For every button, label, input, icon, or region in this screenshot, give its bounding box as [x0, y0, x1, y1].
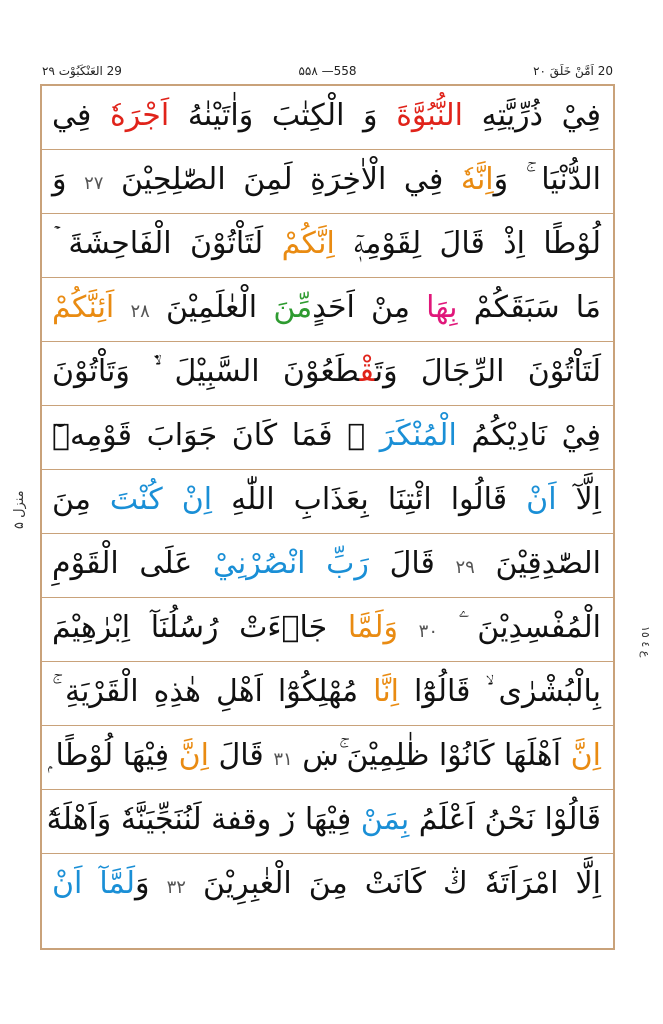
text-segment: فِي: [52, 98, 111, 133]
text-segment: فِي الْاٰخِرَةِ لَمِنَ الصّٰلِحِيْنَ: [103, 162, 461, 197]
text-segment: اَنْ: [526, 482, 557, 517]
arabic-line-text: [52, 670, 601, 714]
text-segment: مُهْلِكُوْٓا اَهْلِ هٰذِهِ الْقَرْيَةِ ۚ: [52, 674, 374, 709]
text-segment: بِهَا: [426, 290, 458, 325]
text-segment: اَئِنَّكُمْ: [52, 290, 131, 325]
page-header: [40, 64, 615, 82]
text-segment: اِنْ كُنْتَ: [109, 482, 213, 517]
arabic-line-text: [52, 478, 601, 522]
text-segment: الصّٰدِقِيْنَ: [474, 546, 601, 581]
text-segment: اِنَّ: [178, 738, 209, 773]
text-segment: اِنَّكُمْ: [281, 226, 335, 261]
arabic-line-text: [52, 158, 601, 206]
text-segment: وَ: [52, 162, 85, 197]
arabic-line-text: [52, 286, 601, 334]
arabic-line-text: [52, 94, 601, 138]
text-segment: الدُّنْيَا ۚ وَ: [493, 162, 601, 197]
text-segment: فِيْهَا ڒ وقفة لَنُنَجِّيَنَّهٗ وَاَهْلَهٗٓ: [46, 802, 361, 837]
text-segment: اِنَّ: [570, 738, 601, 773]
surah-name: 29 العَنْكَبُوْت ٢٩: [42, 64, 122, 78]
text-segment: فِيْ نَادِيْكُمُ: [456, 418, 602, 453]
arabic-line-text: [52, 606, 601, 654]
page-number: ۵۵۸ —558: [298, 64, 357, 78]
ayah-number: ٣١: [273, 749, 293, 770]
arabic-line-text: [47, 734, 601, 782]
text-segment: طَعُوْنَ السَّبِيْلَ ۙ۬ وَتَاْتُوْنَ: [52, 354, 360, 389]
text-segment: لَتَاْتُوْنَ الْفَاحِشَةَ ۡ: [52, 226, 282, 261]
text-block: [42, 86, 613, 918]
text-segment: فِيْ ذُرِّيَّتِهِ: [463, 98, 601, 133]
manzil-marker: منزل ۵: [12, 490, 27, 530]
text-segment: لَتَاْتُوْنَ الرِّجَالَ وَتَ: [374, 354, 601, 389]
text-line: [42, 150, 613, 214]
text-segment: وَ الْكِتٰبَ وَاٰتَيْنٰهُ: [169, 98, 397, 133]
text-segment: اِلَّا امْرَاَتَهٗ ڭ كَانَتْ مِنَ الْغٰبِرِيْنَ: [185, 866, 601, 901]
text-segment: اَجْرَهٗ: [110, 98, 170, 133]
text-segment: عَلَى الْقَوْمِ: [52, 546, 213, 581]
text-segment: وَ: [135, 866, 167, 901]
arabic-line-text: [52, 222, 601, 266]
arabic-line-text: [52, 862, 601, 910]
text-segment: الْمُنْكَرَ: [379, 418, 457, 453]
text-line: [42, 598, 613, 662]
text-segment: قَالَ: [368, 546, 456, 581]
arabic-line-text: [46, 798, 601, 842]
juz-name: 20 اَمَّنْ خَلَقَ ٢٠: [533, 64, 613, 78]
ayah-number: ٢٨: [130, 301, 150, 322]
text-segment: قَالُوا ائْتِنَا بِعَذَابِ اللّٰهِ: [212, 482, 527, 517]
text-segment: وَلَمَّا: [347, 610, 419, 645]
text-segment: اَهْلَهَا كَانُوْا ظٰلِمِيْنَ ۚښ: [292, 738, 571, 773]
text-line: [42, 278, 613, 342]
text-segment: قْ: [359, 354, 375, 389]
text-segment: فِيْهَا لُوْطًا ۭ: [47, 738, 179, 773]
text-line: [42, 854, 613, 918]
text-line: [42, 406, 613, 470]
text-line: [42, 214, 613, 278]
text-segment: الْمُفْسِدِيْنَ ۧ: [438, 610, 601, 645]
text-segment: مَا سَبَقَكُمْ: [457, 290, 602, 325]
text-line: [42, 534, 613, 598]
text-line: [42, 86, 613, 150]
text-segment: بِمَنْ: [360, 802, 410, 837]
text-segment: قَالَ: [208, 738, 274, 773]
ayah-number: ٣٢: [166, 877, 186, 898]
text-line: [42, 662, 613, 726]
ayah-number: ٢٩: [455, 557, 475, 578]
arabic-line-text: [52, 542, 601, 590]
arabic-line-text: [52, 350, 601, 394]
text-line: [42, 790, 613, 854]
text-segment: جَاۗءَتْ رُسُلُنَآ اِبْرٰهِيْمَ: [52, 610, 348, 645]
text-segment: مِنْ اَحَدٍ: [312, 290, 427, 325]
arabic-line-text: [52, 414, 601, 458]
text-line: [42, 726, 613, 790]
ruku-marker: ع ٤ ١٥: [639, 626, 652, 658]
text-segment: ۭ فَمَا كَانَ جَوَابَ قَوْمِهٖٓ: [52, 418, 380, 453]
ayah-number: ٣٠: [418, 621, 438, 642]
text-segment: النُّبُوَّةَ: [396, 98, 463, 133]
text-segment: مِّنَ: [273, 290, 313, 325]
text-segment: قَالُوْا نَحْنُ اَعْلَمُ: [409, 802, 601, 837]
text-segment: اِلَّآ: [556, 482, 601, 517]
text-segment: لُوْطًا اِذْ قَالَ لِقَوْمِهٖٓ: [334, 226, 601, 261]
text-segment: لَمَّآ اَنْ: [52, 866, 136, 901]
text-line: [42, 342, 613, 406]
text-segment: اِنَّا: [373, 674, 399, 709]
text-segment: رَبِّ انْصُرْنِيْ: [212, 546, 369, 581]
ayah-number: ٢٧: [84, 173, 104, 194]
text-segment: مِنَ: [52, 482, 110, 517]
text-segment: اِنَّهٗ: [460, 162, 494, 197]
text-line: [42, 470, 613, 534]
text-segment: الْعٰلَمِيْنَ: [149, 290, 274, 325]
text-segment: بِالْبُشْرٰى ۙ قَالُوْٓا: [399, 674, 602, 709]
